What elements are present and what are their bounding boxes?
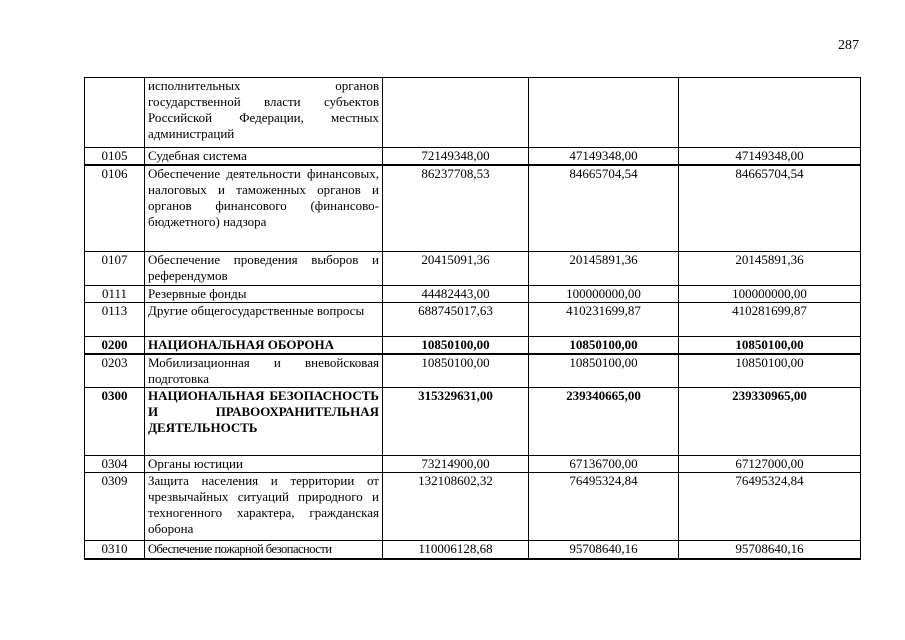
table-row <box>85 165 861 251</box>
row-value-1: 44482443,00 <box>383 285 529 302</box>
row-code: 0304 <box>85 456 145 473</box>
row-value-3: 47149348,00 <box>679 148 861 166</box>
row-value-3: 95708640,16 <box>679 541 861 559</box>
row-value-3: 239330965,00 <box>679 388 861 456</box>
row-value-2: 10850100,00 <box>529 336 679 354</box>
row-value-2: 47149348,00 <box>529 148 679 166</box>
row-code: 0300 <box>85 388 145 456</box>
row-value-3: 100000000,00 <box>679 285 861 302</box>
row-value-2: 10850100,00 <box>529 354 679 388</box>
row-code: 0113 <box>85 302 145 336</box>
row-value-2: 410231699,87 <box>529 302 679 336</box>
row-value-1 <box>383 78 529 148</box>
row-value-2: 84665704,54 <box>529 165 679 251</box>
table-row <box>85 473 861 541</box>
row-value-2: 239340665,00 <box>529 388 679 456</box>
row-value-1: 73214900,00 <box>383 456 529 473</box>
row-value-3 <box>679 78 861 148</box>
row-name: Обеспечение проведения выборов и референдумов <box>145 251 383 285</box>
table-row <box>85 78 861 148</box>
table-row <box>85 456 861 473</box>
row-value-2: 20145891,36 <box>529 251 679 285</box>
row-value-1: 10850100,00 <box>383 336 529 354</box>
table-row <box>85 388 861 456</box>
table-row <box>85 251 861 285</box>
row-name: исполнительных органов государственной власти субъектов Российской Федерации, местных администраций <box>145 78 383 148</box>
row-value-3: 410281699,87 <box>679 302 861 336</box>
row-value-1: 20415091,36 <box>383 251 529 285</box>
row-value-1: 688745017,63 <box>383 302 529 336</box>
row-value-1: 132108602,32 <box>383 473 529 541</box>
row-value-1: 110006128,68 <box>383 541 529 559</box>
row-value-3: 84665704,54 <box>679 165 861 251</box>
row-name: НАЦИОНАЛЬНАЯ БЕЗОПАСНОСТЬ И ПРАВООХРАНИТЕЛЬНАЯ ДЕЯТЕЛЬНОСТЬ <box>145 388 383 456</box>
row-name: Защита населения и территории от чрезвычайных ситуаций природного и техногенного характера, гражданская оборона <box>145 473 383 541</box>
row-value-3: 76495324,84 <box>679 473 861 541</box>
row-code: 0111 <box>85 285 145 302</box>
row-value-2 <box>529 78 679 148</box>
page-number: 287 <box>838 38 859 53</box>
row-name: НАЦИОНАЛЬНАЯ ОБОРОНА <box>145 336 383 354</box>
table-row <box>85 302 861 336</box>
row-value-1: 72149348,00 <box>383 148 529 166</box>
table-row <box>85 285 861 302</box>
row-value-2: 100000000,00 <box>529 285 679 302</box>
row-name: Другие общегосударственные вопросы <box>145 302 383 336</box>
row-code: 0310 <box>85 541 145 559</box>
row-code: 0309 <box>85 473 145 541</box>
row-value-1: 86237708,53 <box>383 165 529 251</box>
row-code: 0106 <box>85 165 145 251</box>
row-value-3: 20145891,36 <box>679 251 861 285</box>
row-value-1: 315329631,00 <box>383 388 529 456</box>
table-row <box>85 354 861 388</box>
row-value-2: 67136700,00 <box>529 456 679 473</box>
row-name: Мобилизационная и вневойсковая подготовка <box>145 354 383 388</box>
row-name: Резервные фонды <box>145 285 383 302</box>
row-code: 0107 <box>85 251 145 285</box>
row-value-3: 67127000,00 <box>679 456 861 473</box>
row-value-3: 10850100,00 <box>679 354 861 388</box>
row-name <box>145 541 383 559</box>
table-row <box>85 148 861 166</box>
row-value-1: 10850100,00 <box>383 354 529 388</box>
row-name: Судебная система <box>145 148 383 166</box>
row-code: 0203 <box>85 354 145 388</box>
row-code <box>85 78 145 148</box>
row-name: Органы юстиции <box>145 456 383 473</box>
table-row <box>85 336 861 354</box>
row-name: Обеспечение деятельности финансовых, налоговых и таможенных органов и органов финансового (финансово-бюджетного) надзора <box>145 165 383 251</box>
budget-table-body <box>85 78 861 559</box>
table-row <box>85 541 861 559</box>
row-value-2: 76495324,84 <box>529 473 679 541</box>
row-code: 0200 <box>85 336 145 354</box>
row-name-text: Обеспечение пожарной безопасности <box>148 542 332 556</box>
row-value-3: 10850100,00 <box>679 336 861 354</box>
budget-table <box>84 77 861 560</box>
row-code: 0105 <box>85 148 145 166</box>
row-value-2: 95708640,16 <box>529 541 679 559</box>
